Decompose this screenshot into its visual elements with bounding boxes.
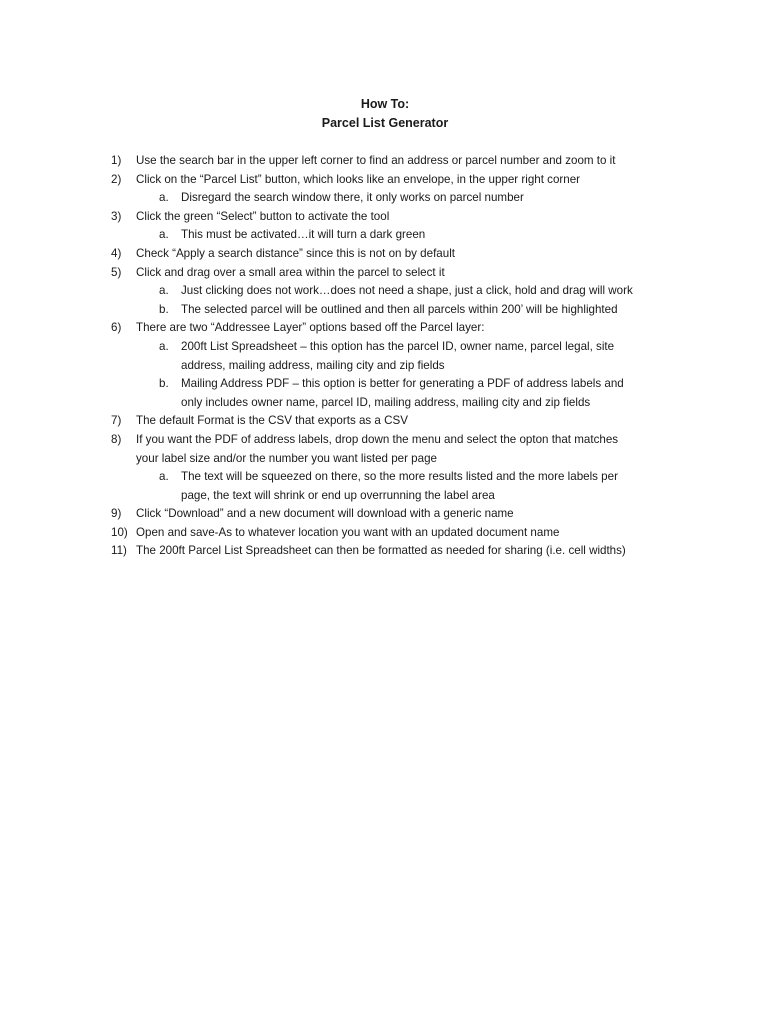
step-11 <box>0 542 770 561</box>
sub-item-text: Mailing Address PDF – this option is better for generating a PDF of address labels and <box>181 377 624 391</box>
step-number: 7) <box>111 414 122 428</box>
sub-item-text: This must be activated…it will turn a dark green <box>181 228 426 242</box>
step-text: Click “Download” and a new document will download with a generic name <box>136 507 514 521</box>
step-number: 11) <box>111 544 127 558</box>
step-text: Check “Apply a search distance” since this is not on by default <box>136 246 455 260</box>
sub-item-text: Disregard the search window there, it only works on parcel number <box>181 191 524 205</box>
step-number: 5) <box>111 265 122 279</box>
step-number: 9) <box>111 507 122 521</box>
sub-item-text: Just clicking does not work…does not need a shape, just a click, hold and drag will work <box>181 284 633 298</box>
page-title: How To: <box>360 97 410 111</box>
sub-item-number: a. <box>159 228 169 242</box>
steps-list <box>0 152 770 561</box>
step-2-sub-1 <box>0 189 770 208</box>
step-text: Click on the “Parcel List” button, which looks like an envelope, in the upper right corner <box>136 172 581 186</box>
page-subtitle: Parcel List Generator <box>321 116 449 130</box>
step-3 <box>0 208 770 227</box>
step-10 <box>0 524 770 543</box>
step-4 <box>0 245 770 264</box>
step-text: If you want the PDF of address labels, drop down the menu and select the opton that matches <box>136 432 619 446</box>
step-number: 8) <box>111 432 122 446</box>
step-text: The default Format is the CSV that exports as a CSV <box>136 414 408 428</box>
sub-item-number: b. <box>159 302 169 316</box>
step-number: 3) <box>111 209 122 223</box>
step-text: Click and drag over a small area within the parcel to select it <box>136 265 445 279</box>
step-8-continued <box>0 450 770 469</box>
step-number: 2) <box>111 172 122 186</box>
step-2 <box>0 171 770 190</box>
sub-item-text: address, mailing address, mailing city and zip fields <box>181 358 445 372</box>
step-6-sub-1 <box>0 338 770 357</box>
step-8-sub-1-continued <box>0 487 770 506</box>
step-5-sub-1 <box>0 282 770 301</box>
step-8-sub-1 <box>0 468 770 487</box>
step-text: Click the green “Select” button to activate the tool <box>136 209 390 223</box>
sub-item-text: only includes owner name, parcel ID, mailing address, mailing city and zip fields <box>181 395 591 409</box>
step-number: 6) <box>111 321 122 335</box>
sub-item-number: a. <box>159 284 169 298</box>
step-number: 1) <box>111 154 122 167</box>
step-text: your label size and/or the number you want listed per page <box>136 451 437 465</box>
step-1 <box>0 152 770 171</box>
sub-item-number: a. <box>159 191 169 205</box>
sub-item-text: 200ft List Spreadsheet – this option has the parcel ID, owner name, parcel legal, site <box>181 339 615 353</box>
step-text: Use the search bar in the upper left corner to find an address or parcel number and zoom to it <box>136 154 616 167</box>
step-7 <box>0 412 770 431</box>
step-3-sub-1 <box>0 226 770 245</box>
step-text: The 200ft Parcel List Spreadsheet can then be formatted as needed for sharing (i.e. cell widths) <box>136 544 626 558</box>
step-number: 10) <box>111 525 128 539</box>
sub-item-text: The selected parcel will be outlined and then all parcels within 200’ will be highlighted <box>181 302 618 316</box>
step-text: There are two “Addressee Layer” options based off the Parcel layer: <box>136 321 485 335</box>
step-9 <box>0 505 770 524</box>
step-8 <box>0 431 770 450</box>
sub-item-number: a. <box>159 339 169 353</box>
step-5 <box>0 264 770 283</box>
sub-item-number: b. <box>159 377 169 391</box>
step-6-sub-2-continued <box>0 394 770 413</box>
step-6-sub-2 <box>0 375 770 394</box>
sub-item-text: page, the text will shrink or end up overrunning the label area <box>181 488 495 502</box>
step-6-sub-1-continued <box>0 357 770 376</box>
title-block <box>0 95 770 133</box>
step-text: Open and save-As to whatever location you want with an updated document name <box>136 525 560 539</box>
step-5-sub-2 <box>0 301 770 320</box>
step-number: 4) <box>111 246 122 260</box>
sub-item-text: The text will be squeezed on there, so the more results listed and the more labels per <box>181 470 618 484</box>
sub-item-number: a. <box>159 470 169 484</box>
step-6 <box>0 319 770 338</box>
